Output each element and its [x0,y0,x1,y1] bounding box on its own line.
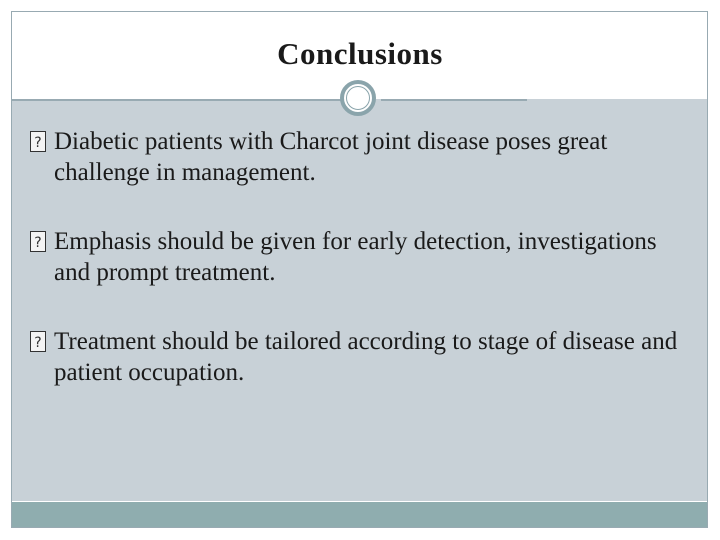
bullet-item [30,326,690,388]
circle-ornament-inner [346,86,370,110]
slide-title: Conclusions [277,36,443,71]
bullet-list [30,126,690,426]
bullet-item [30,126,690,188]
bullet-text: Diabetic patients with Charcot joint disease poses great challenge in management. [54,128,608,186]
missing-glyph-icon [30,131,46,152]
footer-bar [12,502,707,527]
divider-rule-left [12,99,342,101]
bullet-text: Treatment should be tailored according to stage of disease and patient occupation. [54,328,678,386]
bullet-text: Emphasis should be given for early detection, investigations and prompt treatment. [54,228,657,286]
missing-glyph-icon [30,231,46,252]
bullet-item [30,226,690,288]
divider-rule-right [381,99,527,101]
missing-glyph-icon [30,331,46,352]
